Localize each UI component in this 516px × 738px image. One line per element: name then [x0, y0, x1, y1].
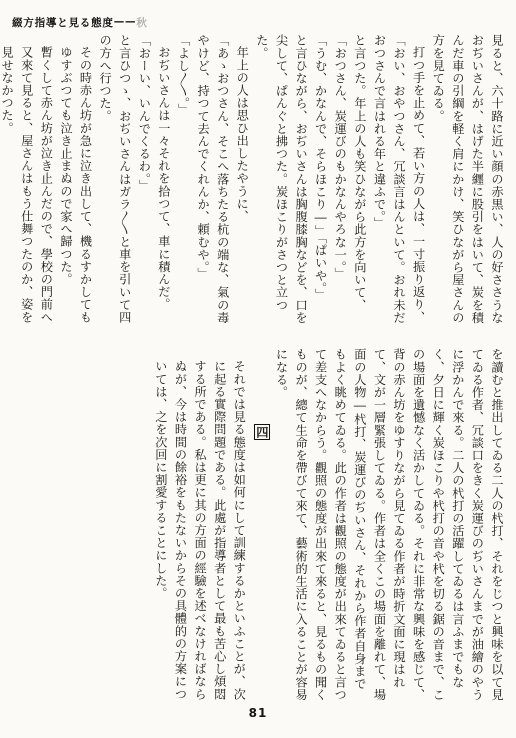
upper-paragraph: と言ひながら、おぢいさんは胸腹膝胸などを、口を尖して、ぱんぐと拂つた。炭ほこりがさつと立つた。 [254, 34, 309, 324]
upper-text-block [0, 34, 506, 324]
upper-paragraph: おぢいさんは一々それを拾つて、車に積んだ。 [156, 46, 171, 311]
upper-paragraph: 「うむ、かなんで、そらほこり―」「ぱいや。」 [313, 34, 328, 301]
upper-paragraph: 「おーい、いんでくるわ。」 [137, 34, 152, 192]
upper-paragraph: その時赤ん坊が急に泣き出して、機るすかしてもゆすぶつても泣き止まぬので家へ歸つた。 [58, 46, 93, 324]
upper-paragraph: と言ひつゝ、おぢいさんはガラ〳〵と車を引いて四の方へ行つた。 [98, 34, 132, 324]
running-head-title: 綴方指導と見る態度 [12, 16, 114, 29]
lower-paragraph: を讀むと推出してゐる二人の杙打、それをじつと興味を以て見てゐる作者、冗談口をきく炭運びのぢいさんまでが油繪のやうに浮かんで來る。二人の杙打の活躍してゐるは言ふまでもなく、夕日に輝く炭ほこりや杙打の音や杙を切る鋸の音まで、この場面を遺憾なく活かしてゐる。それに非常な興味を感じて、背の赤ん坊をゆすりながら見てゐる作者が時折文面に現はれて、文が一層緊張してゐる。作者は全くこの場面を離れて、場面の人物―杙打、炭運びのぢいさん、それから作者自身までもよく眺めてゐる。此の作者は觀照の態度が出來てゐると言つて差支へなからう。觀照の態度が出來て來ると、見るもの聞くものが、總て生命を帶びて來て、藝術的生活に入ることが容易になる。 [274, 348, 504, 701]
upper-paragraph: 「おい、おやつさん、冗談言はんといて。おれ未だおつさんで言はれる年と違ふで。」 [372, 34, 407, 324]
lower-paragraph: それでは見る態度は如何にして訓練するかといふことが、次に起る實際問題である。此處が指導者として最も苦心し煩悶する所である。私は更に其の方面の經驗を述べなければならぬが、今は時間の餘裕をもたないからその具體的の方案については、之を次回に割愛することにした。 [153, 360, 247, 701]
upper-paragraph: 暫くして赤ん坊が泣き止んだので、學校の門前へ又來て見ると、屋さんはもう仕舞つたのか、姿を見せなかつた。 [0, 46, 54, 324]
section-number: 四 [254, 425, 269, 439]
upper-paragraph: 見ると、六十路に近い顔の赤黒い、人の好ささうなおぢいさんが、はげた半纒に股引をはいて、炭を積んだ車の引綱を軽く肩にかけ、笑ひながら屋さんの方を見てゐる。 [431, 34, 504, 324]
upper-paragraph: 「あゝおつさん、そこへ落ちたる杭の端な、氣の毒やけど、持つて去んでくれんか、頼むや。」 [196, 34, 230, 324]
upper-paragraph: と言つた。年上の人も笑ひながら此方を向いて、 [352, 34, 367, 312]
running-head [12, 12, 148, 32]
lower-text-block [12, 348, 506, 702]
upper-paragraph: 打つ手を止めて、若い方の人は、一寸振り返り、 [411, 46, 426, 324]
running-head-dash: —— [113, 16, 137, 28]
upper-paragraph: 「よし〳〵。」 [176, 34, 191, 116]
section-marker [251, 348, 271, 702]
page-number: 81 [248, 706, 268, 720]
running-head-cut: 秋 [136, 16, 148, 29]
upper-paragraph: 「おつさん、炭運びのもかなんやろな一。」 [333, 34, 348, 280]
upper-paragraph: 年上の人は思ひ出したやうに、 [235, 46, 250, 223]
